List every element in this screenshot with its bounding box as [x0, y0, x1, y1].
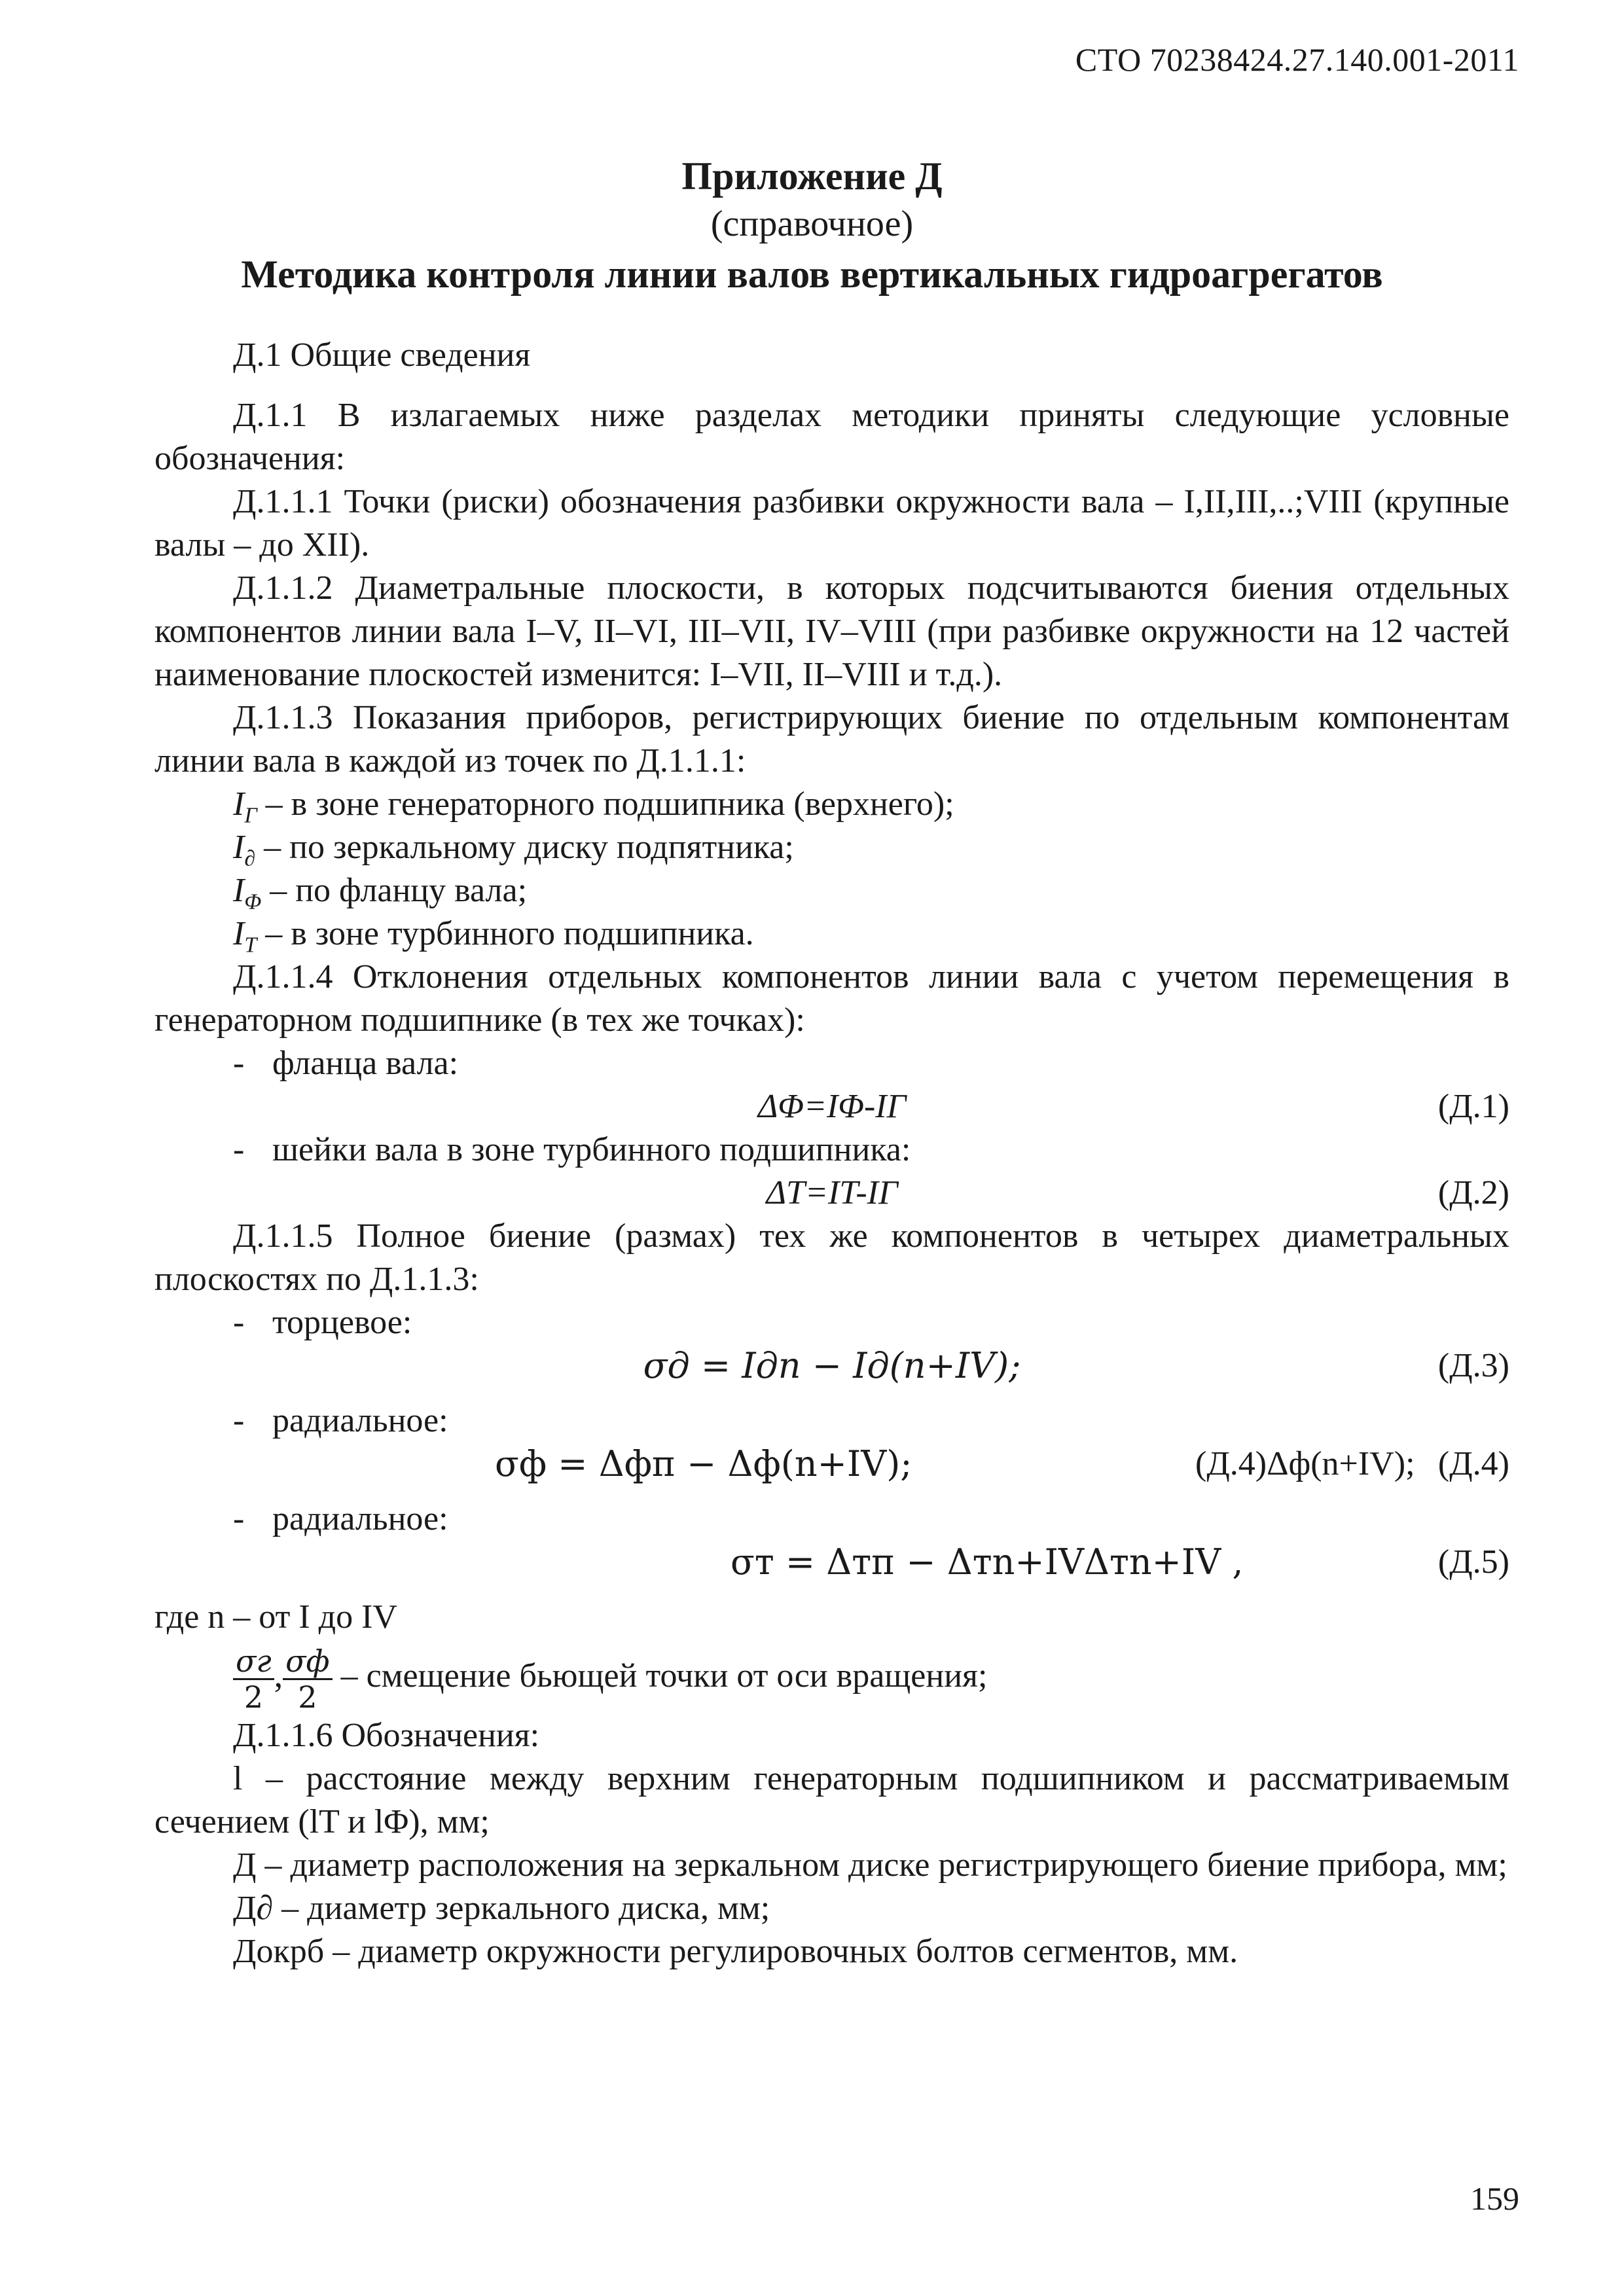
formula-d2-expression: ΔT=IT-IГ [766, 1174, 898, 1211]
section-d1116: Д.1.1.6 Обозначения: [233, 1716, 540, 1754]
formula-d5 [154, 1541, 1509, 1596]
formula-d4 [154, 1443, 1509, 1498]
formula-d5-number: (Д.5) [1437, 1543, 1509, 1581]
definition-d: Д – диаметр расположения на зеркальном диске регистрирующего биение прибора, мм; [233, 1846, 1507, 1884]
where-clause: где n – от I до IV [154, 1598, 397, 1636]
symbol-it: $I_T$ – в зоне турбинного подшипника. [233, 915, 754, 958]
formula-d3-number: (Д.3) [1437, 1347, 1509, 1384]
formula-d5-expression: σт = Δтп − Δтn+IVΔтn+IV , [731, 1541, 1244, 1583]
section-d1115: Д.1.1.5 Полное биение (размах) тех же компонентов в четырех диаметральных плоскостях по Д.1.1.3: [154, 1217, 1509, 1298]
displacement-definition: $\frac{\sigma г}{2}$ , $\frac{\sigma ф}{2}$ – смещение бьющей точки от оси вращения; [154, 1639, 1509, 1714]
definition-dokrb: Докрб – диаметр окружности регулировочных болтов сегментов, мм. [233, 1932, 1238, 1970]
formula-d2 [154, 1172, 1509, 1215]
appendix-type: (справочное) [710, 204, 914, 244]
definition-dd: Д∂ – диаметр зеркального диска, мм; [233, 1889, 770, 1927]
section-d111: Д.1.1 В излагаемых ниже разделах методики приняты следующие условные обозначения: [154, 397, 1509, 477]
formula-d4-expression: σф = Δфп − Δф(n+IV); [495, 1443, 912, 1484]
document-body [154, 334, 1509, 1973]
formula-d3-expression: σд = Iдп − Iд(n+IV); [643, 1345, 1021, 1386]
formula-d4-tail: (Д.4)Δф(n+IV); [1195, 1445, 1415, 1482]
document-code: СТО 70238424.27.140.001-2011 [1075, 41, 1519, 78]
formula-d3 [154, 1344, 1509, 1399]
list-item-shaft-neck: - шейки вала в зоне турбинного подшипника: [233, 1131, 911, 1168]
list-item-face: - торцевое: [233, 1304, 412, 1341]
list-item-radial-2: - радиальное: [233, 1500, 448, 1537]
section-d1113: Д.1.1.3 Показания приборов, регистрирующих биение по отдельным компонентам линии вала в каждой из точек по Д.1.1.1: [154, 699, 1509, 780]
section-d1: Д.1 Общие сведения [233, 336, 531, 374]
symbol-ig: $I_Г$ – в зоне генераторного подшипника (верхнего); [233, 785, 954, 828]
section-d1112: Д.1.1.2 Диаметральные плоскости, в которых подсчитываются биения отдельных компонентов линии вала I–V, II–VI, III–VII, IV–VIII (при разбивке окружности на 12 частей наименование плоскостей изменится: I–VII, II–VIII и т.д.). [154, 569, 1509, 693]
formula-d1 [154, 1085, 1509, 1128]
list-item-flange: - фланца вала: [233, 1045, 459, 1082]
definition-l: l – расстояние между верхним генераторным подшипником и рассматриваемым сечением (lT и lΦ), мм; [154, 1759, 1509, 1840]
symbol-id: $I_\partial$ – по зеркальному диску подпятника; [233, 829, 794, 871]
formula-d2-number: (Д.2) [1437, 1174, 1509, 1211]
page-number: 159 [1470, 2180, 1519, 2217]
symbol-if: $I_\Phi$ – по фланцу вала; [233, 872, 528, 914]
appendix-heading: Методика контроля линии валов вертикальных гидроагрегатов [241, 253, 1383, 296]
section-d1111: Д.1.1.1 Точки (риски) обозначения разбивки окружности вала – I,II,III,..;VIII (крупные валы – до XII). [154, 483, 1509, 564]
formula-d1-number: (Д.1) [1437, 1088, 1509, 1125]
appendix-title: Приложение Д [681, 154, 943, 198]
fraction-sigma-g: $\frac{\sigma г}{2}$ [233, 1644, 274, 1714]
section-d1114: Д.1.1.4 Отклонения отдельных компонентов линии вала с учетом перемещения в генераторном подшипнике (в тех же точках): [154, 958, 1509, 1039]
list-item-radial-1: - радиальное: [233, 1402, 448, 1439]
formula-d4-number: (Д.4) [1437, 1445, 1509, 1482]
formula-d1-expression: ΔΦ=IΦ-IГ [757, 1088, 907, 1125]
fraction-sigma-f: $\frac{\sigma ф}{2}$ [283, 1644, 332, 1714]
